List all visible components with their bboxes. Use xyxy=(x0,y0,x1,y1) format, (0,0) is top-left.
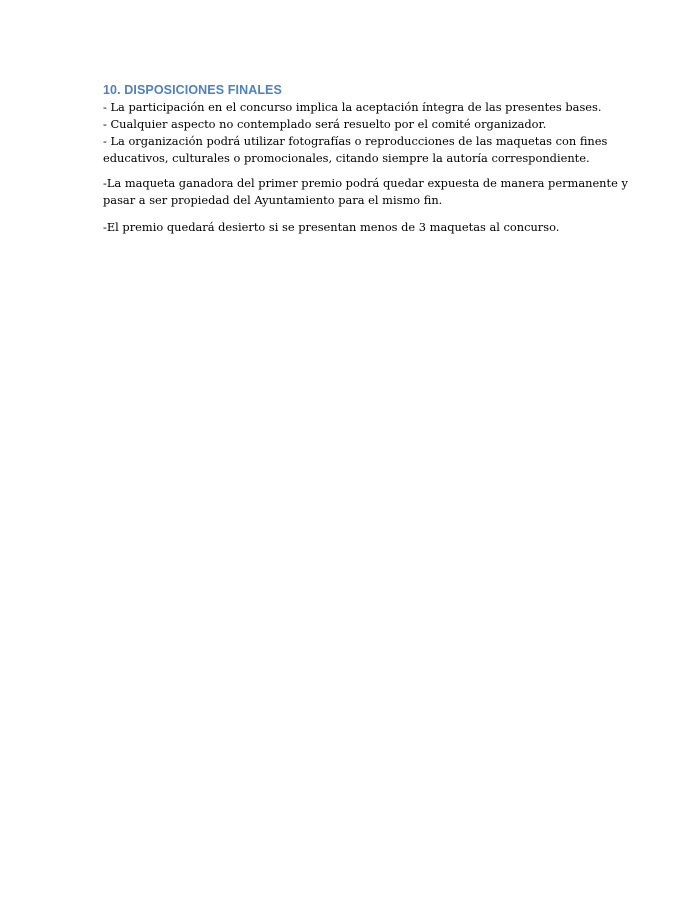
winning-model-line-1: -La maqueta ganadora del primer premio podrá quedar expuesta de manera permanente y xyxy=(103,176,628,190)
deserted-prize-paragraph: -El premio quedará desierto si se presentan menos de 3 maquetas al concurso. xyxy=(103,220,560,234)
section-heading: 10. DISPOSICIONES FINALES xyxy=(103,83,282,97)
winning-model-paragraph xyxy=(103,175,628,209)
provision-line-photographs-continued: educativos, culturales o promocionales, citando siempre la autoría correspondiente. xyxy=(103,151,590,165)
final-provisions-section xyxy=(103,82,628,236)
provision-line-photographs: - La organización podrá utilizar fotografías o reproducciones de las maquetas con fines xyxy=(103,134,608,148)
provision-line-acceptance: - La participación en el concurso implica la aceptación íntegra de las presentes bases. xyxy=(103,100,602,114)
provisions-list xyxy=(103,99,608,167)
winning-model-line-2: pasar a ser propiedad del Ayuntamiento para el mismo fin. xyxy=(103,193,443,207)
provision-line-unforeseen: - Cualquier aspecto no contemplado será resuelto por el comité organizador. xyxy=(103,117,547,131)
